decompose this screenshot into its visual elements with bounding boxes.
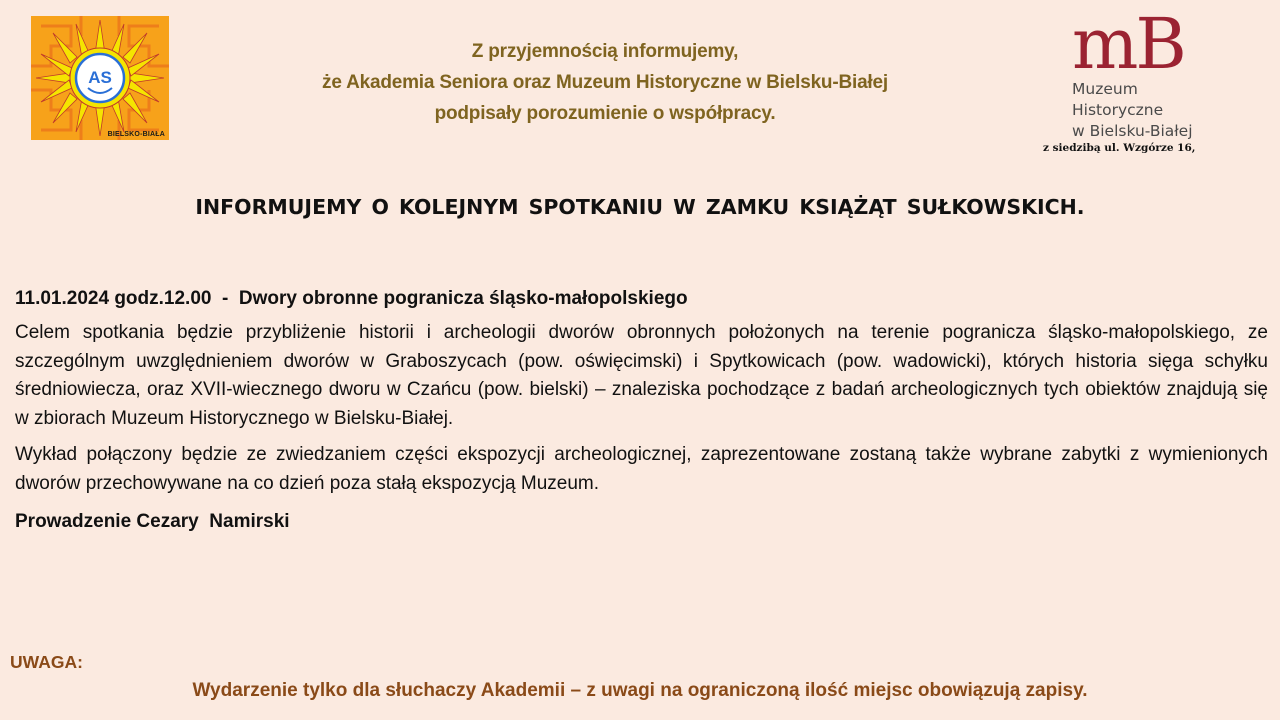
event-details: Wykład połączony będzie ze zwiedzaniem części ekspozycji archeologicznej, zaprezentowane zostaną także wybrane zabytki z wymienionych dworów przechowywane na co dzień poza stałą ekspozycją Muzeum.: [15, 444, 1268, 494]
museum-address: z siedzibą ul. Wzgórze 16,: [1043, 142, 1196, 154]
event-presenter: Prowadzenie Cezary Namirski: [15, 511, 290, 532]
header-announcement: [230, 36, 980, 129]
event-description: Celem spotkania będzie przybliżenie historii i archeologii dworów obronnych położonych na terenie pogranicza śląsko-małopolskiego, ze szczególnym uwzględnieniem dworów w Graboszycach (pow. oświęcimski) i Spytkowicach (pow. wadowicki), których historia sięga schyłku średniowiecza, oraz XVII-wiecznego dworu w Czańcu (pow. bielski) – znaleziska pochodzące z badań archeologicznych tych obiektów znajdują się w zbiorach Muzeum Historycznego w Bielsku-Białej.: [15, 322, 1268, 429]
event-heading: 11.01.2024 godz.12.00 - Dwory obronne pogranicza śląsko-małopolskiego: [15, 288, 688, 309]
akademia-seniora-logo: [31, 16, 169, 140]
museum-logo: [1043, 3, 1270, 158]
header-line-1: Z przyjemnością informujemy,: [471, 41, 739, 62]
museum-mark-icon: mB: [1072, 3, 1184, 85]
header-line-3: podpisały porozumienie o współpracy.: [434, 103, 776, 124]
museum-name: [1072, 79, 1193, 142]
sun-icon: [31, 16, 169, 140]
museum-name-line-2: Historyczne: [1072, 101, 1164, 119]
header-line-2: że Akademia Seniora oraz Muzeum Historyczne w Bielsku-Białej: [322, 72, 888, 93]
notice-text: Wydarzenie tylko dla słuchaczy Akademii – z uwagi na ograniczoną ilość miejsc obowiązują zapisy.: [192, 680, 1088, 701]
museum-name-line-1: Muzeum: [1072, 80, 1138, 98]
event-content: [15, 286, 1268, 535]
museum-name-line-3: w Bielsku-Białej: [1072, 122, 1193, 140]
page-title: INFORMUJEMY O KOLEJNYM SPOTKANIU W ZAMKU KSIĄŻĄT SUŁKOWSKICH.: [195, 195, 1085, 219]
logo-caption: BIELSKO-BIAŁA: [107, 131, 165, 138]
logo-monogram: AS: [88, 68, 112, 87]
notice-label: UWAGA:: [10, 652, 83, 672]
